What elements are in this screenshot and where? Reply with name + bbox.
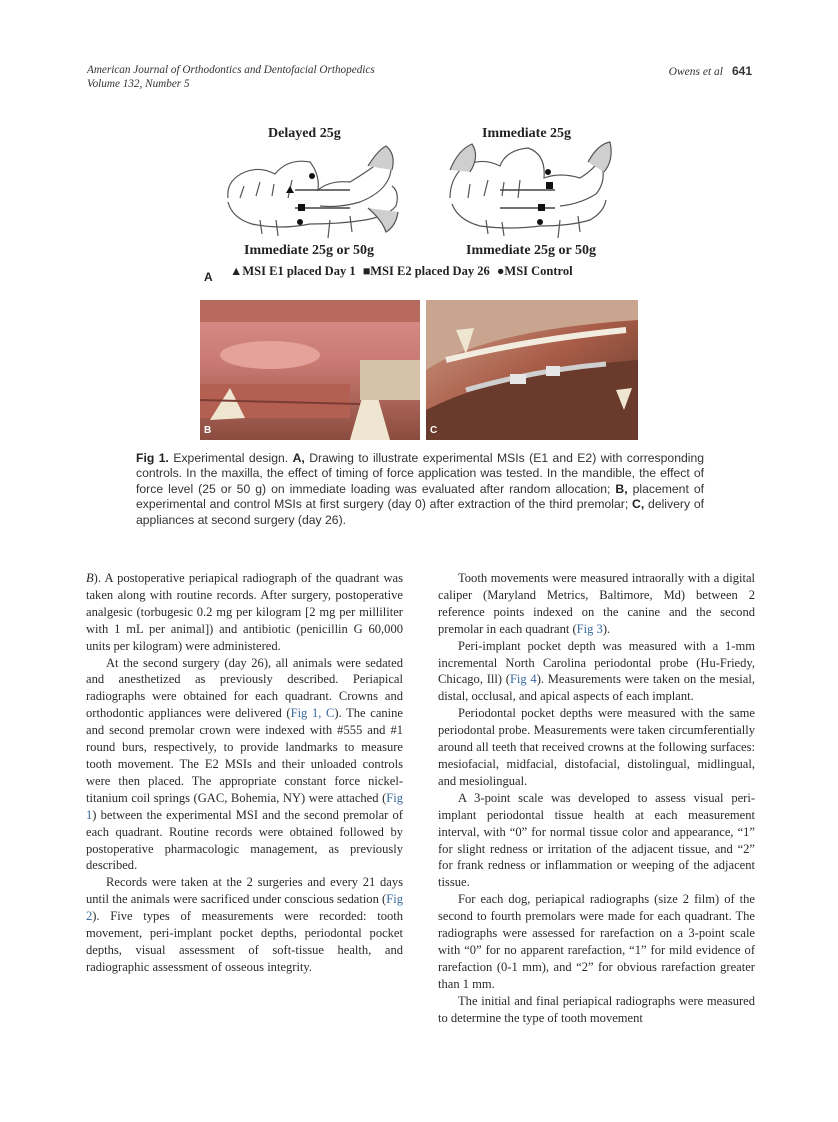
- photo-b-image: [200, 300, 420, 440]
- left-jaw-drawing: [228, 146, 398, 238]
- caption-text-1: Experimental design.: [173, 451, 289, 465]
- msi-e1-marker: [286, 186, 294, 193]
- paragraph: Peri-implant pocket depth was measured with a 1-mm incremental North Carolina periodontal probe (Hu-Friedy, Chicago, Ill) (Fig 4). Measurements were taken on the mesial, distal, occlusal, and apical aspects of each implant.: [438, 638, 755, 704]
- paragraph: A 3-point scale was developed to assess visual peri-implant periodontal tissue health at each measurement interval, with “0” for normal tissue color and appearance, “1” for slight redness or irritation of the adjacent tissue, and “2” for frank redness or inflammation or weeping of the adjacent tissue.: [438, 790, 755, 890]
- figure-link[interactable]: Fig 4: [509, 672, 537, 687]
- caption-text-3: placement of experimental and control MSIs at first surgery (day 0) after extraction of the third premolar;: [136, 481, 705, 512]
- journal-title: American Journal of Orthodontics and Dentofacial Orthopedics: [87, 64, 375, 76]
- panel-a-letter: A: [204, 270, 213, 284]
- msi-control-marker: [297, 219, 303, 225]
- figure-caption: [136, 451, 704, 528]
- msi-control-marker: [537, 219, 543, 225]
- photo-c-image: [426, 300, 638, 440]
- right-column: [438, 570, 755, 1026]
- caption-text-2: Drawing to illustrate experimental MSIs (E1 and E2) with corresponding controls. In the maxilla, the effect of timing of force application was tested. In the mandible, the effect of force level (25 or 50 g) on immediate loading was evaluated after random allocation;: [136, 451, 705, 496]
- panel-c-letter: C: [430, 425, 438, 436]
- figure-legend: [230, 264, 577, 279]
- msi-control-marker: [309, 173, 315, 179]
- dentition-diagram: [200, 120, 638, 260]
- msi-control-marker: [545, 169, 551, 175]
- caption-text-4: delivery of appliances at second surgery (day 26).: [136, 497, 705, 527]
- caption-b: B,: [615, 481, 628, 496]
- page-number: 641: [731, 64, 752, 78]
- paragraph: For each dog, periapical radiographs (size 2 film) of the second to fourth premolars were made for each quadrant. The radiographs were assessed for rarefaction on a 3-point scale with “0” for no apparent rarefaction, “1” for mild evidence of rarefaction (0-1 mm), and “2” for obvious rarefaction greater than 1 mm.: [438, 892, 755, 991]
- caption-label: Fig 1.: [136, 451, 169, 465]
- paragraph: The initial and final periapical radiographs were measured to determine the type of tooth movement: [438, 993, 755, 1025]
- legend-e1: ▲MSI E1 placed Day 1: [230, 264, 356, 278]
- paragraph: Records were taken at the 2 surgeries and every 21 days until the animals were sacrificed under conscious sedation (Fig 2). Five types of measurements were recorded: tooth movement, peri-implant pocket depths, periodontal pocket depths, visual assessment of soft-tissue health, and radiographic assessment of osseous integrity.: [86, 875, 403, 974]
- msi-e2-marker: [298, 204, 305, 211]
- label-bottom-left: Immediate 25g or 50g: [244, 243, 374, 258]
- label-delayed-25g: Delayed 25g: [268, 126, 341, 141]
- legend-e2: ■MSI E2 placed Day 26: [362, 264, 490, 278]
- msi-e2-marker: [538, 204, 545, 211]
- figure-link[interactable]: Fig 2: [86, 892, 403, 924]
- paragraph: Periodontal pocket depths were measured with the same periodontal probe. Measurements were taken circumferentially around all teeth that received crowns at the following surfaces: mesiofacial, midfacial, distofacial, distolingual, midlingual, and mesiolingual.: [438, 706, 755, 788]
- figure-link[interactable]: Fig 1, C: [290, 706, 335, 721]
- label-immediate-25g: Immediate 25g: [482, 126, 572, 141]
- caption-a: A,: [292, 451, 305, 465]
- ref-panel-b: B: [86, 571, 94, 585]
- running-head: [669, 64, 752, 78]
- photo-panel-c: [426, 300, 638, 440]
- paragraph: At the second surgery (day 26), all animals were sedated and anesthetized as previously described. Periapical radiographs were obtained for each quadrant. Crowns and orthodontic appliances were delivered (Fig 1, C). The canine and second premolar crown were indexed with #555 and #1 round burs, respectively, to provide landmarks to measure tooth movement. The E2 MSIs and their unloaded controls were then placed. The appropriate constant force nickel-titanium coil springs (GAC, Bohemia, NY) were attached (Fig 1) between the experimental MSI and the second premolar of each quadrant. Routine records were obtained followed by postoperative pharmacologic management, as previously described.: [86, 655, 404, 873]
- paragraph: Tooth movements were measured intraorally with a digital caliper (Maryland Metrics, Baltimore, Md) between 2 reference points indexed on the canine and the second premolar in each quadrant (Fig 3).: [438, 571, 755, 636]
- legend-control: ●MSI Control: [496, 264, 573, 278]
- panel-b-letter: B: [204, 425, 212, 436]
- photo-panel-b: [200, 300, 420, 440]
- journal-header: [87, 64, 375, 91]
- paragraph: B). A postoperative periapical radiograph of the quadrant was taken along with routine records. After surgery, postoperative analgesic (torbugesic 0.2 mg per kilogram [2 mg per milliliter with 1 mL per animal]) and antibiotic (penicillin G 60,000 units per kilogram) were administered.: [86, 571, 403, 653]
- msi-e2-marker: [546, 182, 553, 189]
- running-authors: Owens et al: [668, 66, 723, 78]
- figure-1: [200, 120, 638, 440]
- journal-volume: Volume 132, Number 5: [87, 77, 190, 90]
- caption-c: C,: [632, 497, 645, 512]
- left-column: [86, 570, 403, 976]
- figure-link[interactable]: Fig 1: [86, 790, 403, 822]
- figure-link[interactable]: Fig 3: [576, 621, 603, 636]
- label-bottom-right: Immediate 25g or 50g: [466, 243, 596, 258]
